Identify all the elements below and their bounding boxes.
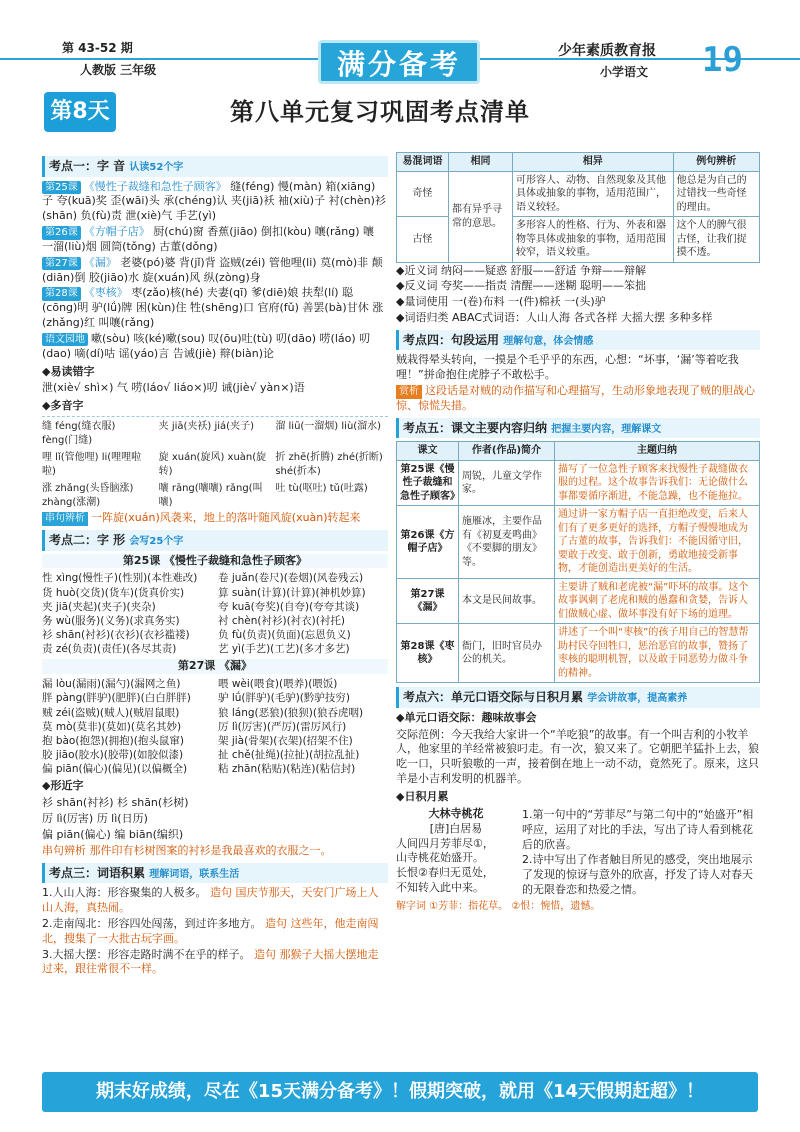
antonyms-line: ◆反义词 夸奖——指责 清醒——迷糊 聪明——笨拙 — [396, 279, 646, 293]
polyphone-item: 嚷 rāng(嚷嚷) rǎng(叫嚷) — [158, 483, 263, 508]
word-item: 扯 chě(扯绳)(拉扯)(胡拉乱扯) — [218, 749, 360, 762]
column-header: 相同 — [449, 153, 513, 172]
poem-note: 2.诗中写出了作者触目所见的感受，突出地展示了发现的惊讶与意外的欣喜，抒发了诗人对春天的无限眷恋和热爱之情。 — [522, 853, 753, 897]
k1-note: 认读52个字 — [129, 162, 184, 173]
word-col — [42, 571, 212, 656]
table-cell: 奇怪 — [397, 171, 449, 217]
k2-lesson25-title: 第25课 《慢性子裁缝和急性子顾客》 — [42, 554, 388, 569]
table-cell: 第28课《枣核》 — [397, 624, 459, 683]
word-item: 厉 lì(厉害)(严厉)(雷厉风行) — [218, 720, 347, 733]
idiom-definition: 1.人山人海：形容聚集的人极多。 — [42, 886, 207, 900]
section-heading-k6 — [396, 687, 760, 708]
lesson27-pinyin — [42, 256, 388, 286]
table-cell: 通过讲一家方帽子店一直拒绝改变，后来人们有了更多更好的选择，方帽子慢慢地成为了古董的故事，告诉我们：不能因循守旧，要敢于改变、敢于创新，勇敢地接受新事物，才能创造出更美好的生活。 — [555, 506, 760, 579]
poem-line: 长恨②春归无觅处， — [396, 866, 494, 880]
table-header-row — [397, 153, 760, 172]
poem-block — [396, 807, 760, 899]
poem-title: 大林寺桃花 — [428, 806, 484, 820]
edition-label: 人教版 三年级 — [80, 63, 157, 77]
brand-logo: 满分备考 — [318, 40, 480, 84]
lesson-tag: 语文园地 — [42, 333, 88, 347]
section-heading-k1 — [42, 156, 388, 177]
table-cell: 这个人的脾气很古怪，让我们捉摸不透。 — [673, 217, 759, 263]
page-number: 19 — [702, 40, 743, 80]
polyphone-item: 夹 jiā(夹袄) jiá(夹子) — [158, 421, 254, 433]
table-cell: 本文是民间故事。 — [459, 578, 555, 624]
column-header: 主题归纳 — [555, 442, 760, 461]
similar-chars-row: 偏 piān(偏心) 编 biān(编织) — [42, 827, 184, 841]
issue-number: 第 43-52 期 — [62, 41, 133, 55]
section-heading-k3 — [42, 863, 388, 884]
poem-line: 人间四月芳菲尽①， — [396, 836, 494, 850]
right-column — [396, 152, 760, 914]
word-item: 性 xìng(慢性子)(性别)(本性难改) — [42, 572, 198, 585]
table-row — [397, 578, 760, 624]
word-item: 喂 wèi(喂食)(喂养)(喂饭) — [218, 678, 338, 691]
idiom-item — [42, 886, 388, 916]
k5-note: 把握主要内容，理解课文 — [551, 423, 662, 435]
lesson-tag: 第26课 — [42, 226, 81, 240]
lesson28-pinyin — [42, 286, 388, 331]
polyphone-item: 旋 xuán(旋风) xuàn(旋转) — [158, 452, 267, 477]
lesson-name: 《方帽子店》 — [83, 225, 150, 239]
word-item: 夹 jiā(夹起)(夹子)(夹杂) — [42, 600, 156, 613]
word-item: 贼 zéi(盗贼)(贼人)(贼眉鼠眼) — [42, 706, 180, 719]
page-header — [0, 0, 800, 80]
column-header: 作者(作品)简介 — [459, 442, 555, 461]
k2-title: 考点二：字 形 — [49, 533, 126, 547]
word-item: 艺 yì(手艺)(工艺)(多才多艺) — [218, 643, 350, 656]
word-item: 负 fù(负责)(负面)(忘恩负义) — [218, 629, 351, 642]
idiom-definition: 2.走南闯北：形容四处闯荡，到过许多地方。 — [42, 916, 262, 930]
table-cell: 周锐，儿童文学作家。 — [459, 460, 555, 506]
polyphone-item: 溜 liū(一溜烟) liù(溜水) — [275, 421, 382, 433]
pair-analysis — [42, 511, 388, 526]
word-item: 卷 juǎn(卷尺)(卷烟)(风卷残云) — [218, 572, 364, 585]
idiom-item — [42, 917, 388, 947]
word-item: 粘 zhān(粘贴)(粘连)(粘信封) — [218, 763, 356, 776]
word-item: 算 suàn(计算)(计算)(神机妙算) — [218, 586, 366, 599]
word-item: 抱 bào(抱怨)(拥抱)(抱头鼠窜) — [42, 734, 184, 747]
similar-chars-row: 衫 shān(衬衫) 杉 shān(杉树) — [42, 796, 189, 810]
poem-text — [396, 807, 516, 899]
lesson-name: 《枣核》 — [83, 286, 128, 300]
word-col — [218, 571, 388, 656]
table-cell: 第26课《方帽子店》 — [397, 506, 459, 579]
pinyin-text: 老婆(pó)婆 背(jǐ)背 盗贼(zéi) 管他哩(li) 莫(mò)非 颠(diān)倒 胶(jiāo)水 旋(xuán)风 纵(zòng)身 — [42, 255, 383, 284]
idiom-sentence: 造句 这些年，他走南闯北，搜集了一大批古玩字画。 — [42, 916, 379, 945]
word-item: 务 wù(服务)(义务)(求真务实) — [42, 614, 180, 627]
table-row — [397, 506, 760, 579]
word-item: 偏 piān(偏心)(偏见)(以偏概全) — [42, 763, 188, 776]
word-item: 衬 chèn(衬衫)(衬衣)(衬托) — [218, 614, 345, 627]
word-item: 漏 lòu(漏雨)(漏勺)(漏网之鱼) — [42, 678, 181, 691]
table-row — [397, 171, 760, 217]
lesson25-pinyin — [42, 180, 388, 225]
word-item: 夸 kuā(夸奖)(自夸)(夸夸其谈) — [218, 600, 360, 613]
lesson-tag: 第25课 — [42, 181, 81, 195]
appreciation-text: 这段话是对贼的动作描写和心理描写，生动形象地表现了贼的胆战心惊、惊慌失措。 — [396, 384, 755, 412]
k2-lesson25-grid — [42, 571, 388, 656]
poem-note: 1.第一句中的“芳菲尽”与第二句中的“始盛开”相呼应，运用了对比的手法，写出了诗人看到桃花后的欣喜。 — [522, 807, 754, 851]
easy-wrong-heading: ◆易读错字 — [42, 364, 95, 378]
lesson-tag: 第28课 — [42, 287, 81, 301]
section-heading-k4 — [396, 330, 760, 351]
k2-note: 会写25个字 — [129, 536, 184, 547]
table-header-row — [397, 442, 760, 461]
poem-line: 不知转入此中来。 — [396, 881, 484, 895]
polyphone-item: 吐 tù(呕吐) tǔ(吐露) — [275, 483, 368, 495]
page-title: 第八单元复习巩固考点清单 — [230, 98, 530, 126]
left-column — [42, 152, 388, 978]
oral-text: 交际范例：今天我给大家讲一个“羊吃狼”的故事。有一个叫吉利的小牧羊人，他家里的羊经常被狼叼走。有一次，狼又来了。它朝肥羊猛扑上去，狼吃一口，只听狼嗷的一声，接着倒在地上一动不动，竟然死了。原来，这只羊是小吉利发明的机器羊。 — [396, 727, 759, 786]
section-heading-k2 — [42, 530, 388, 551]
pinyin-text: 厨(chú)窗 香蕉(jiāo) 倒扣(kòu) 嚷(rǎng) 嚷 一溜(liù)烟 圆筒(tǒng) 古董(dǒng) — [42, 225, 375, 253]
k5-title: 考点五：课文主要内容归纳 — [403, 420, 548, 435]
polyphone-heading: ◆多音字 — [42, 399, 84, 413]
column-header: 课文 — [397, 442, 459, 461]
synonyms-line: ◆近义词 纳闷——疑惑 舒服——舒适 争辩——辩解 — [396, 263, 646, 277]
easy-wrong-text: 泄(xiè√ shì×) 气 唠(láo√ liáo×)叨 诫(jiè√ yàn×)语 — [42, 381, 305, 395]
poem-notes — [522, 807, 760, 899]
pinyin-text: 枣(zǎo)核(hé) 夫妻(qī) 爹(diē)娘 扶犁(lí) 聪(cōng)明 驴(lǘ)牌 困(kùn)住 牲(shēng)口 官府(fǔ) 善罢(bà)甘休 涨(zhǎng)红 叫嚷(rǎng) — [42, 286, 384, 330]
word-item: 胖 pàng(胖驴)(肥胖)(白白胖胖) — [42, 692, 191, 705]
subject-label: 小学语文 — [600, 65, 649, 79]
k4-passage: 贼栽得晕头转向，一摸是个毛乎乎的东西，心想：“坏事，‘漏’等着吃我哩！”拼命抱住虎脖子不敢松手。 — [396, 353, 739, 382]
table-cell: 都有异乎寻常的意思。 — [449, 171, 513, 262]
table-row — [397, 624, 760, 683]
table-cell: 第27课《漏》 — [397, 578, 459, 624]
k3-title: 考点三：词语积累 — [49, 865, 146, 880]
word-item: 架 jià(骨架)(衣架)(招架不住) — [218, 734, 353, 747]
day-badge: 第8天 — [44, 92, 116, 132]
lesson-tag: 第27课 — [42, 257, 81, 271]
polyphone-grid — [42, 416, 388, 510]
similar-pair-analysis: 串句辨析 那件印有杉树图案的衬衫是我最喜欢的衣服之一。 — [42, 843, 332, 857]
k4-appreciation — [396, 384, 760, 414]
poem-author: [唐]白居易 — [429, 821, 483, 835]
measure-words-line: ◆量词使用 一(卷)布料 一(件)棉袄 一(头)驴 — [396, 295, 606, 309]
poem-explanation: 解字词 ①芳菲：指花草。 ②恨：惋惜，遗憾。 — [396, 900, 601, 912]
table-row — [397, 460, 760, 506]
daily-heading: ◆日积月累 — [396, 789, 449, 803]
table-cell: 讲述了一个叫“枣核”的孩子用自己的智慧帮助村民夺回牲口，惩治恶官的故事，赞扬了枣核的聪明机智，以及敢于同恶势力做斗争的精神。 — [555, 624, 760, 683]
lesson-name: 《慢性子裁缝和急性子顾客》 — [83, 179, 227, 193]
word-item: 莫 mò(莫非)(莫如)(莫名其妙) — [42, 720, 182, 733]
table-cell: 第25课《慢性子裁缝和急性子顾客》 — [397, 460, 459, 506]
polyphone-item: 哩 lǐ(管他哩) li(哩哩啦啦) — [42, 452, 142, 477]
pinyin-text: 缝(féng) 慢(màn) 箱(xiāng) 子 夸(kuā)奖 歪(wāi)头 承(chéng)认 夹(jiā)袄 袖(xiù)子 衬(chèn)衫(shān) 负(fù)责 泄(xiè)气 手艺(yì) — [42, 179, 386, 223]
column-header: 相异 — [513, 153, 674, 172]
footer-banner: 期末好成绩，尽在《15天满分备考》！假期突破，就用《14天假期赶超》！ — [42, 1072, 758, 1112]
table-cell: 施雁冰，主要作品有《初夏麦鸣曲》《不要脚的朋友》等。 — [459, 506, 555, 579]
table-cell: 描写了一位急性子顾客来找慢性子裁缝做衣服的过程。这个故事告诉我们：无论做什么事都要循序渐进，不能急躁，也不能拖拉。 — [555, 460, 760, 506]
oral-heading: ◆单元口语交际：趣味故事会 — [396, 710, 537, 724]
similar-chars-heading: ◆形近字 — [42, 779, 84, 793]
word-item: 货 huò(交货)(货车)(货真价实) — [42, 586, 185, 599]
table-cell: 衙门，旧时官员办公的机关。 — [459, 624, 555, 683]
lesson-name: 《漏》 — [83, 255, 117, 269]
yuandi-pinyin — [42, 332, 388, 362]
k4-note: 理解句意，体会情感 — [503, 335, 594, 347]
word-item: 驴 lǘ(胖驴)(毛驴)(黔驴技穷) — [218, 692, 350, 705]
word-col — [42, 677, 212, 776]
table-cell: 古怪 — [397, 217, 449, 263]
k1-title: 考点一：字 音 — [49, 159, 126, 173]
k3-note: 理解词语，联系生活 — [149, 868, 240, 880]
column-header: 例句辨析 — [673, 153, 759, 172]
word-classification-line: ◆词语归类 ABAC式词语：人山人海 各式各样 大摇大摆 多种多样 — [396, 311, 713, 325]
k2-lesson27-grid — [42, 677, 388, 776]
word-item: 狼 láng(恶狼)(狼狈)(狼吞虎咽) — [218, 706, 364, 719]
table-cell: 他总是为自己的过错找一些奇怪的理由。 — [673, 171, 759, 217]
similar-chars-row: 厉 lì(厉害) 历 lì(日历) — [42, 812, 148, 826]
k2-lesson27-title: 第27课 《漏》 — [42, 659, 388, 674]
lesson26-pinyin — [42, 225, 388, 255]
column-header: 易混词语 — [397, 153, 449, 172]
poem-line: 山寺桃花始盛开。 — [396, 851, 484, 865]
pair-text: 一阵旋(xuán)风袭来，地上的落叶随风旋(xuàn)转起来 — [91, 511, 361, 525]
idiom-definition: 3.大摇大摆：形容走路时满不在乎的样子。 — [42, 947, 251, 961]
idiom-sentence: 造句 那猴子大摇大摆地走过来，跟往常很不一样。 — [42, 947, 379, 976]
section-heading-k5 — [396, 418, 760, 439]
k4-title: 考点四：句段运用 — [403, 332, 500, 347]
appreciation-tag: 赏析 — [396, 385, 422, 399]
idiom-item — [42, 948, 388, 978]
polyphone-item: 缝 féng(缝衣服) fèng(门缝) — [42, 421, 116, 446]
table-cell: 多形容人的性格、行为、外表和器物等具体或抽象的事物，适用范围较窄，语义较重。 — [513, 217, 674, 263]
title-bar — [44, 92, 754, 136]
word-item: 责 zé(负责)(责任)(各尽其责) — [42, 643, 177, 656]
paper-name: 少年素质教育报 — [558, 43, 656, 59]
word-col — [218, 677, 388, 776]
k6-note: 学会讲故事，提高素养 — [587, 693, 688, 705]
polyphone-item: 折 zhē(折腾) zhé(折断) shé(折本) — [275, 452, 383, 477]
word-item: 衫 shān(衬衫)(衣衫)(衣衫褴褛) — [42, 629, 190, 642]
polyphone-item: 涨 zhǎng(头昏脑涨) zhàng(涨潮) — [42, 483, 134, 508]
word-item: 胶 jiāo(胶水)(胶带)(如胶似漆) — [42, 749, 184, 762]
pinyin-text: 嗽(sòu) 咳(ké)嗽(sou) 叹(ōu)吐(tù) 叨(dāo) 唠(láo) 叨(dao) 嘀(dí)咕 谣(yáo)言 告诫(jiè) 辩(biàn)论 — [42, 331, 371, 360]
k6-title: 考点六：单元口语交际与日积月累 — [403, 690, 584, 705]
table-cell: 主要讲了贼和老虎被“漏”吓坏的故事。这个故事讽刺了老虎和贼的愚蠢和贪婪，告诉人们做贼心虚、做坏事没有好下场的道理。 — [555, 578, 760, 624]
idiom-sentence: 造句 国庆节那天，天安门广场上人山人海，真热闹。 — [42, 886, 379, 914]
table-cell: 可形容人、动物、自然现象及其他具体或抽象的事物，适用范围广，语义较轻。 — [513, 171, 674, 217]
confusing-words-table — [396, 152, 760, 263]
pair-tag: 串句辨析 — [42, 512, 88, 526]
lesson-summary-table — [396, 441, 760, 683]
